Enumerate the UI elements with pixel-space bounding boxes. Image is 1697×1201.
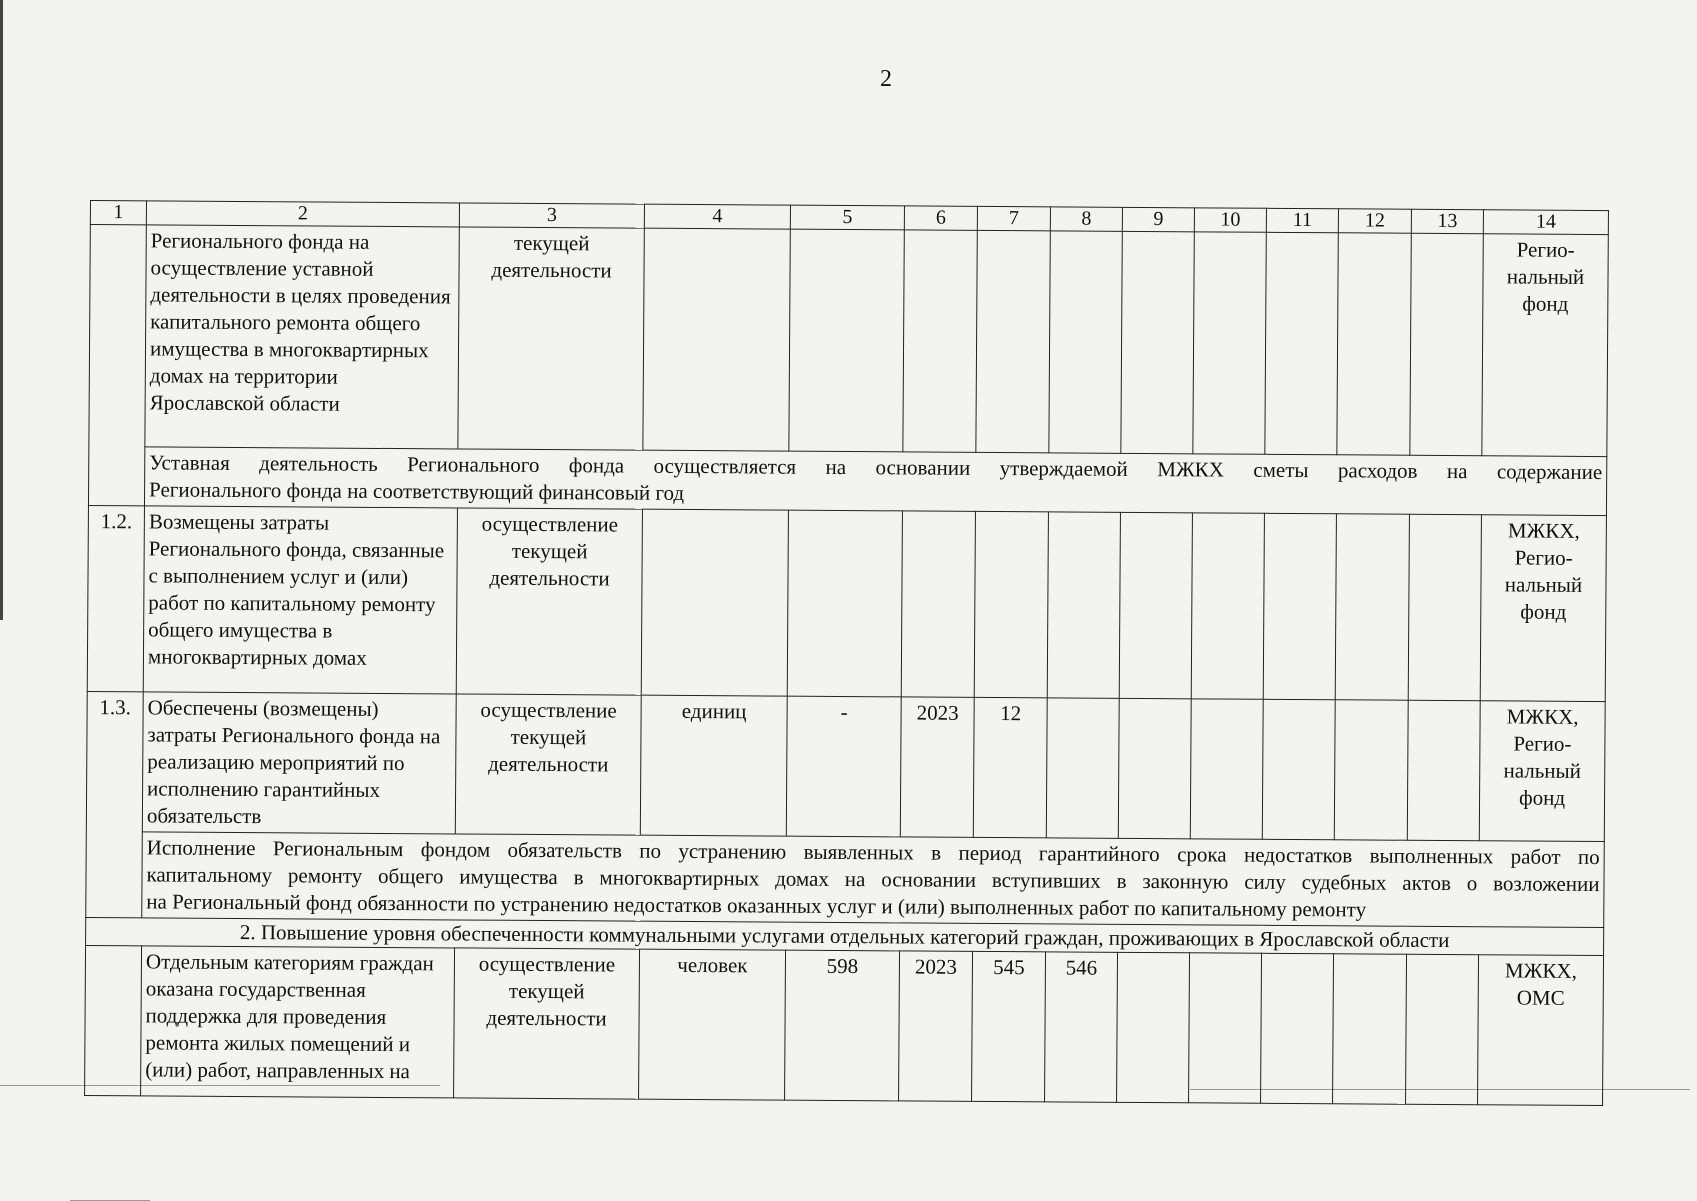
header-cell: 12 <box>1338 209 1411 233</box>
header-cell: 2 <box>146 201 459 227</box>
result-name: Регионального фонда на осуществление уставной деятельности в целях проведения капитального ремонта общего имущества в многоквартирных домах на территории Ярославской области <box>145 225 459 449</box>
base-value-cell <box>787 510 902 697</box>
note-cell <box>142 832 1605 928</box>
row-number: 1.2. <box>87 505 144 691</box>
value-cell <box>1049 231 1122 453</box>
base-year-cell: 2023 <box>899 951 973 1101</box>
header-cell: 8 <box>1050 207 1122 231</box>
value-cell <box>1334 700 1408 840</box>
result-name: Обеспечены (возмещены) затраты Регионального фонда на реализацию мероприятий по исполнению гарантийных обязательств <box>142 692 456 834</box>
note-line: Регионального фонда на соответствующий финансовый год <box>149 477 685 505</box>
value-cell: 545 <box>972 951 1046 1101</box>
unit-cell: человек <box>639 949 786 1100</box>
table-row <box>86 691 1605 841</box>
value-cell <box>1407 700 1480 840</box>
value-cell <box>1408 514 1481 700</box>
base-year-cell <box>903 230 977 452</box>
value-cell <box>1337 233 1411 455</box>
header-cell: 7 <box>977 206 1050 230</box>
value-cell <box>1046 698 1119 838</box>
value-cell <box>974 511 1048 697</box>
plan-table <box>84 200 1609 1106</box>
activity-type: осуществление текущей деятельности <box>456 508 642 695</box>
value-cell <box>1265 232 1338 454</box>
note-row <box>88 446 1606 515</box>
header-cell: 5 <box>790 205 904 230</box>
value-cell <box>1335 514 1409 700</box>
note-line: Исполнение Региональным фондом обязательств по устранению выявленных в период гарантийного срока недостатков выполненных работ по <box>146 835 1600 870</box>
value-cell <box>976 230 1050 452</box>
base-value-cell: - <box>786 696 901 837</box>
activity-type: осуществление текущей деятельности <box>455 694 641 835</box>
value-cell <box>1118 698 1191 838</box>
table-row <box>87 505 1606 701</box>
header-cell: 1 <box>90 201 146 225</box>
value-cell <box>1193 232 1266 454</box>
table-row <box>89 225 1608 457</box>
header-cell: 4 <box>644 204 790 229</box>
note-line: капитальному ремонту общего имущества в многоквартирных домах на основании вступивших в законную силу судебных актов о возложении <box>146 862 1600 897</box>
activity-type: осуществление текущей деятельности <box>454 948 640 1099</box>
row-number: 1.3. <box>86 691 143 917</box>
value-cell <box>1121 231 1194 453</box>
responsible-cell: МЖКХ, Регио-нальный фонд <box>1479 701 1605 842</box>
value-cell <box>1263 513 1336 699</box>
scan-edge <box>0 0 3 620</box>
value-cell <box>1261 953 1334 1103</box>
base-year-cell: 2023 <box>900 697 974 837</box>
responsible-cell: МЖКХ, ОМС <box>1478 955 1604 1106</box>
value-cell <box>1262 699 1335 839</box>
unit-cell <box>643 228 790 451</box>
value-cell: 12 <box>973 697 1047 837</box>
value-cell <box>1117 952 1190 1102</box>
value-cell: 546 <box>1045 952 1118 1102</box>
result-name: Возмещены затраты Регионального фонда, связанные с выполнением услуг и (или) работ по капитальному ремонту общего имущества в многоквартирных домах <box>143 506 457 694</box>
activity-type: текущей деятельности <box>458 227 644 450</box>
header-cell: 14 <box>1483 210 1608 235</box>
value-cell <box>1047 512 1120 698</box>
unit-cell: единиц <box>640 695 787 836</box>
base-value-cell <box>789 229 904 452</box>
value-cell <box>1406 954 1479 1104</box>
note-row <box>86 831 1605 927</box>
responsible-cell: МЖКХ, Регио-нальный фонд <box>1480 515 1606 702</box>
row-number <box>88 225 146 506</box>
header-cell: 9 <box>1122 207 1194 231</box>
value-cell <box>1410 233 1483 455</box>
section-title: 2. Повышение уровня обеспеченности коммунальными услугами отдельных категорий граждан, проживающих в Ярославской области <box>86 917 1604 955</box>
row-number <box>85 945 142 1095</box>
value-cell <box>1190 699 1263 839</box>
header-cell: 6 <box>904 206 977 230</box>
header-cell: 13 <box>1411 209 1483 233</box>
base-year-cell <box>901 511 975 697</box>
table-row <box>85 945 1604 1105</box>
note-line: Уставная деятельность Регионального фонда осуществляется на основании утверждаемой МЖКХ сметы расходов на содержание <box>149 450 1603 485</box>
value-cell <box>1333 954 1407 1104</box>
note-cell <box>144 447 1606 516</box>
note-line: на Региональный фонд обязанности по устранению недостатков оказанных услуг и (или) выполненных работ по капитальному ремонту <box>146 889 1367 922</box>
value-cell <box>1189 953 1262 1103</box>
header-cell: 10 <box>1194 208 1266 232</box>
page-number: 2 <box>880 66 892 92</box>
header-cell: 11 <box>1266 208 1338 232</box>
unit-cell <box>641 509 788 696</box>
header-cell: 3 <box>459 203 644 228</box>
responsible-cell: Регио-нальный фонд <box>1482 234 1608 457</box>
value-cell <box>1119 512 1192 698</box>
value-cell <box>1191 513 1264 699</box>
base-value-cell: 598 <box>785 950 900 1101</box>
result-name: Отдельным категориям граждан оказана государственная поддержка для проведения ремонта жилых помещений и (или) работ, направленных на <box>141 946 455 1098</box>
